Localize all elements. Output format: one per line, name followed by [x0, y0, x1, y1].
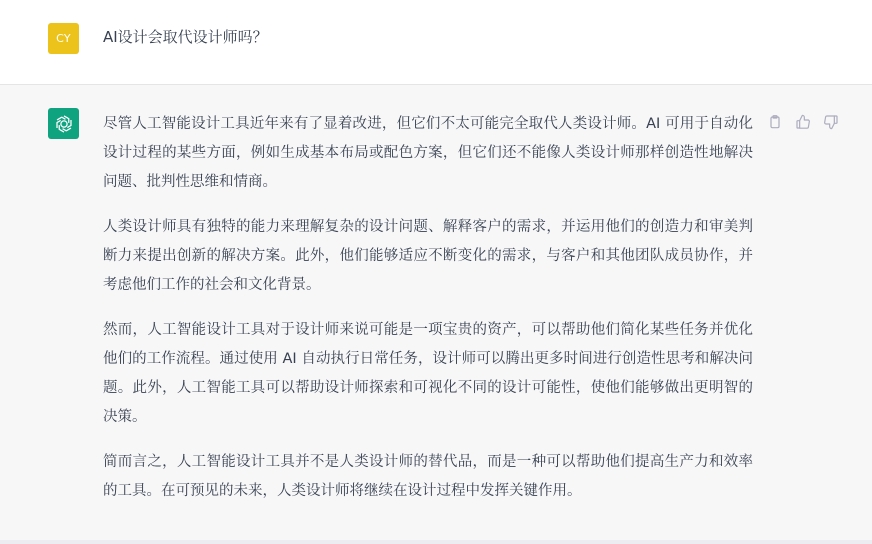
thumbs-down-icon: [823, 114, 839, 130]
answer-paragraph-4: 简而言之，人工智能设计工具并不是人类设计师的替代品，而是一种可以帮助他们提高生产力和效率的工具。在可预见的未来，人类设计师将继续在设计过程中发挥关键作用。: [103, 454, 753, 499]
copy-button[interactable]: [766, 113, 784, 131]
openai-logo-icon: [53, 113, 75, 135]
thumbs-up-icon: [795, 114, 811, 130]
answer-paragraph-1: 尽管人工智能设计工具近年来有了显着改进，但它们不太可能完全取代人类设计师。AI 可用于自动化设计过程的某些方面，例如生成基本布局或配色方案，但它们还不能像人类设计师那样创造性地解决问题、批判性思维和情商。: [103, 116, 753, 190]
user-avatar-initials: CY: [56, 32, 71, 45]
copy-icon: [767, 114, 783, 130]
user-message-row: [0, 0, 872, 85]
answer-paragraph-2: 人类设计师具有独特的能力来理解复杂的设计问题、解释客户的需求，并运用他们的创造力和审美判断力来提出创新的解决方案。此外，他们能够适应不断变化的需求，与客户和其他团队成员协作，并考虑他们工作的社会和文化背景。: [103, 219, 753, 293]
assistant-message-row: [0, 85, 872, 544]
user-avatar: [48, 23, 79, 54]
thumbs-up-button[interactable]: [794, 113, 812, 131]
bottom-divider: [0, 540, 872, 544]
answer-paragraph-3: 然而，人工智能设计工具对于设计师来说可能是一项宝贵的资产，可以帮助他们简化某些任务并优化他们的工作流程。通过使用 AI 自动执行日常任务，设计师可以腾出更多时间进行创造性思考和解决问题。此外，人工智能工具可以帮助设计师探索和可视化不同的设计可能性，使他们能够做出更明智的决策。: [103, 322, 753, 425]
thumbs-down-button[interactable]: [822, 113, 840, 131]
assistant-answer: [103, 110, 753, 522]
user-message-text: AI设计会取代设计师吗？: [103, 28, 268, 46]
assistant-avatar: [48, 108, 79, 139]
message-actions: [766, 112, 840, 132]
